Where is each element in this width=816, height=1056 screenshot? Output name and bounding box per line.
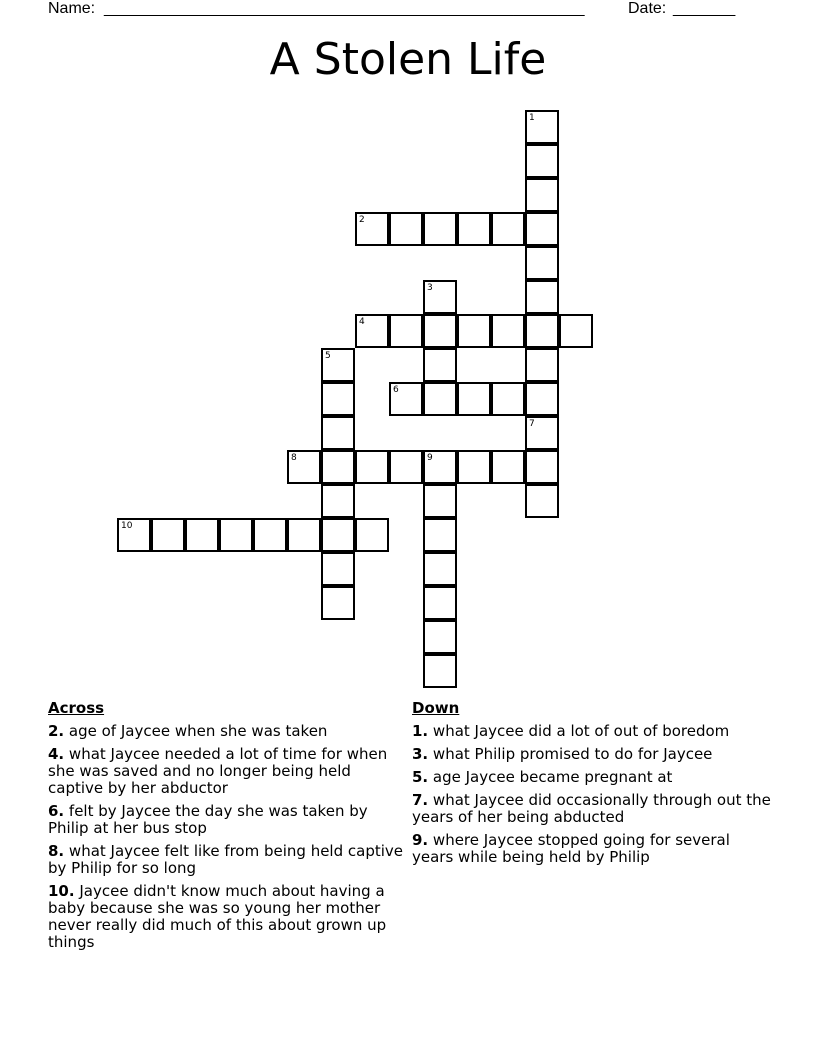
grid-cell[interactable] xyxy=(491,212,525,246)
clue-item xyxy=(412,832,772,866)
clue-number: 7 xyxy=(529,419,535,429)
clue-item-text: what Jaycee felt like from being held captive by Philip for so long xyxy=(48,842,404,877)
grid-cell[interactable] xyxy=(423,654,457,688)
grid-cell[interactable] xyxy=(457,314,491,348)
grid-cell[interactable] xyxy=(423,620,457,654)
clue-item-text: what Philip promised to do for Jaycee xyxy=(432,745,713,763)
grid-cell[interactable] xyxy=(525,110,559,144)
name-field-line[interactable]: ______________________________________________________ xyxy=(104,0,585,17)
grid-cell[interactable] xyxy=(321,586,355,620)
grid-cell[interactable] xyxy=(525,246,559,280)
grid-cell[interactable] xyxy=(287,450,321,484)
across-clue-list xyxy=(48,723,408,951)
clue-number: 5 xyxy=(325,351,331,361)
clue-item xyxy=(48,803,408,837)
clue-number: 6 xyxy=(393,385,399,395)
grid-cell[interactable] xyxy=(423,314,457,348)
grid-cell[interactable] xyxy=(389,382,423,416)
down-clues xyxy=(412,700,772,872)
grid-cell[interactable] xyxy=(117,518,151,552)
clue-item-number: 3. xyxy=(412,745,429,763)
clue-item-number: 1. xyxy=(412,722,429,740)
clue-item-text: what Jaycee did occasionally through out the years of her being abducted xyxy=(412,791,771,826)
clue-item-number: 10. xyxy=(48,882,75,900)
grid-cell[interactable] xyxy=(525,212,559,246)
grid-cell[interactable] xyxy=(151,518,185,552)
grid-cell[interactable] xyxy=(525,416,559,450)
clue-number: 1 xyxy=(529,113,535,123)
grid-cell[interactable] xyxy=(355,518,389,552)
grid-cell[interactable] xyxy=(423,212,457,246)
grid-cell[interactable] xyxy=(423,484,457,518)
grid-cell[interactable] xyxy=(321,348,355,382)
grid-cell[interactable] xyxy=(423,348,457,382)
grid-cell[interactable] xyxy=(423,382,457,416)
grid-cell[interactable] xyxy=(423,280,457,314)
grid-cell[interactable] xyxy=(423,586,457,620)
grid-cell[interactable] xyxy=(525,348,559,382)
grid-cell[interactable] xyxy=(491,314,525,348)
name-label: Name: xyxy=(48,0,96,17)
clue-number: 2 xyxy=(359,215,365,225)
grid-cell[interactable] xyxy=(423,518,457,552)
grid-cell[interactable] xyxy=(457,212,491,246)
across-heading: Across xyxy=(48,699,105,717)
grid-cell[interactable] xyxy=(525,314,559,348)
clue-item-number: 2. xyxy=(48,722,65,740)
grid-cell[interactable] xyxy=(321,416,355,450)
grid-cell[interactable] xyxy=(389,314,423,348)
grid-cell[interactable] xyxy=(321,484,355,518)
grid-cell[interactable] xyxy=(321,552,355,586)
clue-item xyxy=(412,792,772,826)
clue-number: 4 xyxy=(359,317,365,327)
grid-cell[interactable] xyxy=(423,450,457,484)
clue-item-number: 8. xyxy=(48,842,65,860)
clue-item xyxy=(412,723,772,740)
clue-item-text: felt by Jaycee the day she was taken by Philip at her bus stop xyxy=(48,802,368,837)
clue-number: 9 xyxy=(427,453,433,463)
grid-cell[interactable] xyxy=(321,518,355,552)
grid-cell[interactable] xyxy=(559,314,593,348)
grid-cell[interactable] xyxy=(321,382,355,416)
clue-item-text: what Jaycee needed a lot of time for when she was saved and no longer being held captive by her abductor xyxy=(48,745,388,797)
clue-item-number: 6. xyxy=(48,802,65,820)
grid-cell[interactable] xyxy=(525,450,559,484)
across-clues xyxy=(48,700,408,957)
grid-cell[interactable] xyxy=(525,484,559,518)
grid-cell[interactable] xyxy=(525,280,559,314)
grid-cell[interactable] xyxy=(355,314,389,348)
grid-cell[interactable] xyxy=(491,382,525,416)
grid-cell[interactable] xyxy=(457,450,491,484)
grid-cell[interactable] xyxy=(525,382,559,416)
puzzle-title: A Stolen Life xyxy=(269,34,547,85)
grid-cell[interactable] xyxy=(525,144,559,178)
clue-item-text: where Jaycee stopped going for several years while being held by Philip xyxy=(412,831,730,866)
clue-item xyxy=(412,769,772,786)
clue-item-text: Jaycee didn't know much about having a baby because she was so young her mother never really did much of this about grown up things xyxy=(48,882,387,951)
date-field-line[interactable]: _______ xyxy=(673,0,736,17)
grid-cell[interactable] xyxy=(457,382,491,416)
grid-cell[interactable] xyxy=(355,212,389,246)
clue-item-text: age of Jaycee when she was taken xyxy=(68,722,328,740)
date-label: Date: xyxy=(628,0,667,17)
clue-number: 10 xyxy=(121,521,133,531)
clue-item xyxy=(48,883,408,951)
grid-cell[interactable] xyxy=(321,450,355,484)
clue-number: 8 xyxy=(291,453,297,463)
down-clue-list xyxy=(412,723,772,866)
grid-cell[interactable] xyxy=(423,552,457,586)
clue-item-text: age Jaycee became pregnant at xyxy=(432,768,673,786)
clue-item-text: what Jaycee did a lot of out of boredom xyxy=(432,722,730,740)
clue-item-number: 5. xyxy=(412,768,429,786)
grid-cell[interactable] xyxy=(219,518,253,552)
clue-item xyxy=(48,746,408,797)
grid-cell[interactable] xyxy=(389,450,423,484)
grid-cell[interactable] xyxy=(525,178,559,212)
down-heading: Down xyxy=(412,699,460,717)
clue-item xyxy=(412,746,772,763)
grid-cell[interactable] xyxy=(185,518,219,552)
grid-cell[interactable] xyxy=(253,518,287,552)
clue-item xyxy=(48,723,408,740)
grid-cell[interactable] xyxy=(355,450,389,484)
clue-number: 3 xyxy=(427,283,433,293)
clue-item-number: 9. xyxy=(412,831,429,849)
grid-cell[interactable] xyxy=(389,212,423,246)
grid-cell[interactable] xyxy=(287,518,321,552)
clue-item-number: 7. xyxy=(412,791,429,809)
clue-item-number: 4. xyxy=(48,745,65,763)
grid-cell[interactable] xyxy=(491,450,525,484)
clue-item xyxy=(48,843,408,877)
